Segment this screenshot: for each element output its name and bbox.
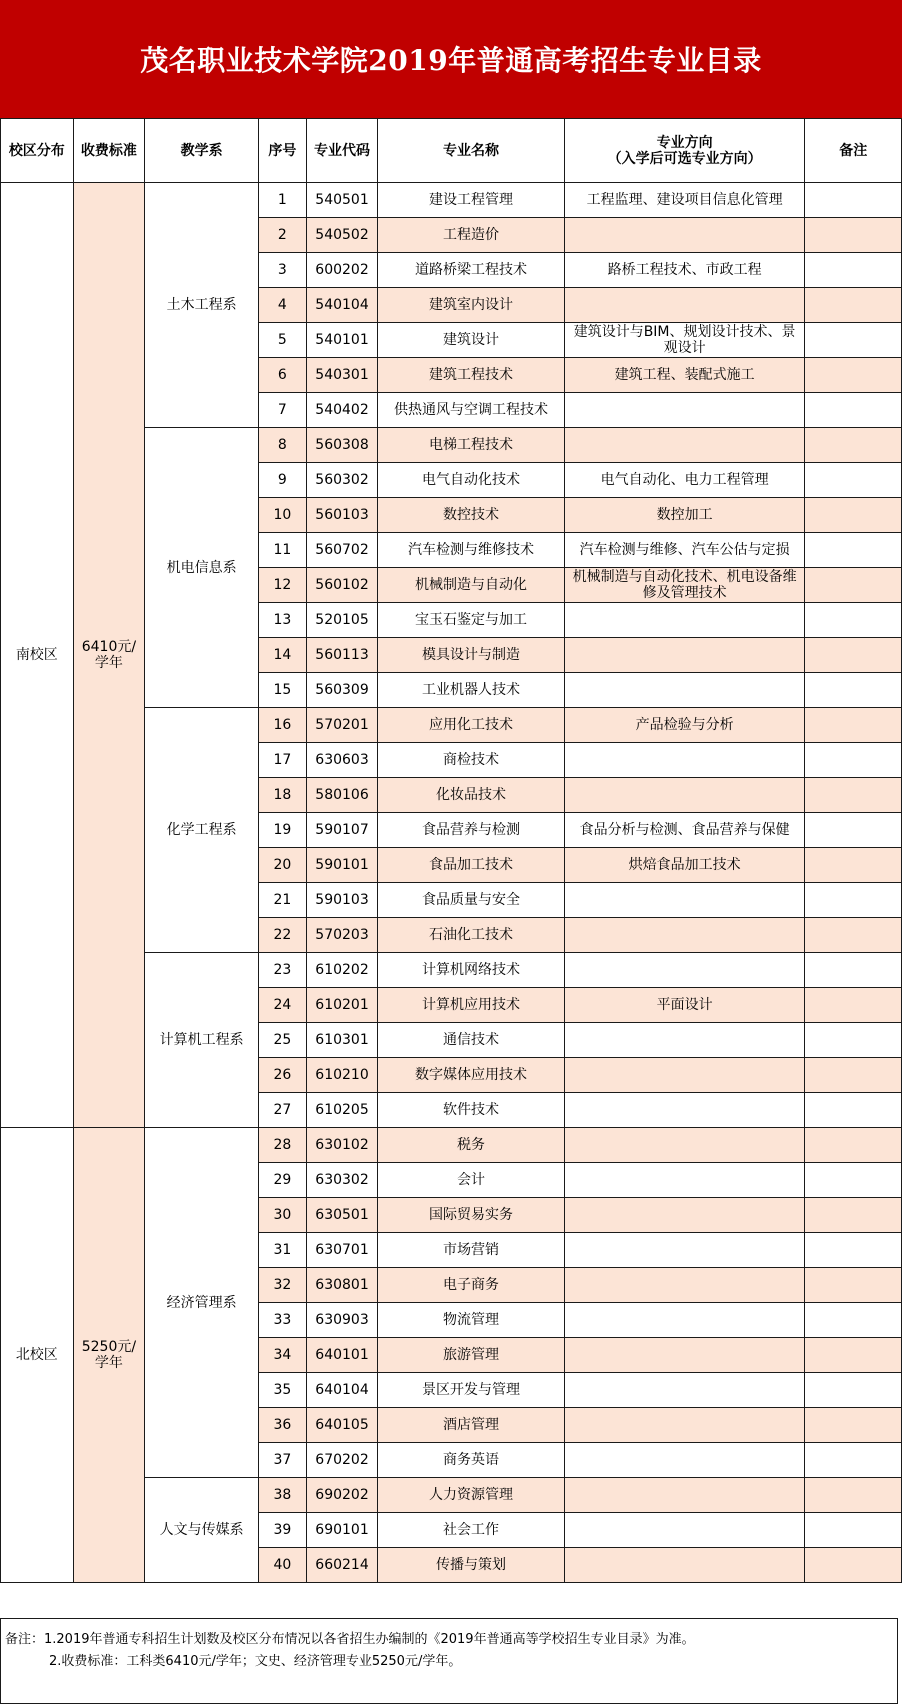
row-code: 670202 <box>306 1443 378 1478</box>
row-code: 560302 <box>306 463 378 498</box>
row-code: 560102 <box>306 568 378 603</box>
row-remark <box>805 498 902 533</box>
row-code: 570203 <box>306 918 378 953</box>
fee-line-1: 5250元/ <box>81 1339 137 1355</box>
fee-line-2: 学年 <box>94 1355 123 1371</box>
department-cell: 机电信息系 <box>145 428 259 708</box>
row-remark <box>805 393 902 428</box>
row-name: 模具设计与制造 <box>378 638 564 673</box>
row-direction <box>564 1268 805 1303</box>
row-no: 35 <box>259 1373 307 1408</box>
row-remark <box>805 638 902 673</box>
note-line-2: 2.收费标准：工科类6410元/学年；文史、经济管理专业5250元/学年。 <box>49 1654 462 1669</box>
row-no: 34 <box>259 1338 307 1373</box>
row-code: 640105 <box>306 1408 378 1443</box>
row-no: 25 <box>259 1023 307 1058</box>
row-remark <box>805 813 902 848</box>
row-no: 19 <box>259 813 307 848</box>
row-code: 630603 <box>306 743 378 778</box>
row-direction <box>564 743 805 778</box>
row-direction <box>564 288 805 323</box>
row-no: 10 <box>259 498 307 533</box>
row-no: 7 <box>259 393 307 428</box>
row-direction <box>564 1198 805 1233</box>
row-remark <box>805 1233 902 1268</box>
row-remark <box>805 1058 902 1093</box>
row-code: 630701 <box>306 1233 378 1268</box>
row-direction <box>564 1058 805 1093</box>
row-code: 540301 <box>306 358 378 393</box>
header-direction <box>564 119 805 183</box>
row-no: 30 <box>259 1198 307 1233</box>
row-code: 690202 <box>306 1478 378 1513</box>
row-remark <box>805 953 902 988</box>
row-name: 石油化工技术 <box>378 918 564 953</box>
row-name: 宝玉石鉴定与加工 <box>378 603 564 638</box>
row-remark <box>805 1373 902 1408</box>
row-code: 540502 <box>306 218 378 253</box>
row-name: 机械制造与自动化 <box>378 568 564 603</box>
row-direction: 建筑工程、装配式施工 <box>564 358 805 393</box>
row-remark <box>805 1408 902 1443</box>
row-name: 工程造价 <box>378 218 564 253</box>
row-direction: 机械制造与自动化技术、机电设备维修及管理技术 <box>564 568 805 603</box>
row-code: 520105 <box>306 603 378 638</box>
row-code: 570201 <box>306 708 378 743</box>
department-cell: 计算机工程系 <box>145 953 259 1128</box>
row-code: 580106 <box>306 778 378 813</box>
row-direction: 电气自动化、电力工程管理 <box>564 463 805 498</box>
row-remark <box>805 1478 902 1513</box>
row-remark <box>805 568 902 603</box>
row-no: 11 <box>259 533 307 568</box>
row-no: 36 <box>259 1408 307 1443</box>
row-code: 540104 <box>306 288 378 323</box>
row-no: 5 <box>259 323 307 358</box>
row-direction <box>564 1303 805 1338</box>
row-remark <box>805 1198 902 1233</box>
row-code: 560702 <box>306 533 378 568</box>
row-direction <box>564 1233 805 1268</box>
row-direction <box>564 883 805 918</box>
row-name: 汽车检测与维修技术 <box>378 533 564 568</box>
row-direction <box>564 778 805 813</box>
row-code: 610205 <box>306 1093 378 1128</box>
row-name: 社会工作 <box>378 1513 564 1548</box>
row-name: 商务英语 <box>378 1443 564 1478</box>
row-code: 630801 <box>306 1268 378 1303</box>
row-name: 建筑工程技术 <box>378 358 564 393</box>
row-remark <box>805 708 902 743</box>
row-code: 610210 <box>306 1058 378 1093</box>
row-remark <box>805 1128 902 1163</box>
row-direction <box>564 918 805 953</box>
row-no: 4 <box>259 288 307 323</box>
row-remark <box>805 1513 902 1548</box>
row-remark <box>805 918 902 953</box>
row-no: 14 <box>259 638 307 673</box>
row-name: 工业机器人技术 <box>378 673 564 708</box>
row-code: 640101 <box>306 1338 378 1373</box>
row-remark <box>805 183 902 218</box>
row-name: 电梯工程技术 <box>378 428 564 463</box>
row-code: 630102 <box>306 1128 378 1163</box>
row-remark <box>805 1268 902 1303</box>
header-fee: 收费标准 <box>73 119 145 183</box>
title-banner <box>0 0 902 118</box>
row-no: 17 <box>259 743 307 778</box>
row-name: 会计 <box>378 1163 564 1198</box>
campus-cell: 北校区 <box>1 1128 74 1583</box>
row-code: 590101 <box>306 848 378 883</box>
row-code: 590103 <box>306 883 378 918</box>
row-name: 计算机应用技术 <box>378 988 564 1023</box>
header-dept: 教学系 <box>145 119 259 183</box>
row-remark <box>805 673 902 708</box>
row-remark <box>805 218 902 253</box>
row-direction <box>564 1513 805 1548</box>
row-direction <box>564 1373 805 1408</box>
catalog-body <box>1 183 902 1583</box>
header-no: 序号 <box>259 119 307 183</box>
row-name: 食品营养与检测 <box>378 813 564 848</box>
row-no: 23 <box>259 953 307 988</box>
row-no: 18 <box>259 778 307 813</box>
row-no: 13 <box>259 603 307 638</box>
row-name: 景区开发与管理 <box>378 1373 564 1408</box>
row-code: 630302 <box>306 1163 378 1198</box>
row-no: 26 <box>259 1058 307 1093</box>
row-remark <box>805 323 902 358</box>
row-no: 1 <box>259 183 307 218</box>
row-name: 酒店管理 <box>378 1408 564 1443</box>
row-direction <box>564 1443 805 1478</box>
department-cell: 人文与传媒系 <box>145 1478 259 1583</box>
row-remark <box>805 988 902 1023</box>
row-remark <box>805 1548 902 1583</box>
row-remark <box>805 1023 902 1058</box>
row-no: 2 <box>259 218 307 253</box>
row-code: 540501 <box>306 183 378 218</box>
row-no: 16 <box>259 708 307 743</box>
row-direction: 工程监理、建设项目信息化管理 <box>564 183 805 218</box>
row-no: 40 <box>259 1548 307 1583</box>
row-direction: 烘焙食品加工技术 <box>564 848 805 883</box>
row-code: 560309 <box>306 673 378 708</box>
header-code: 专业代码 <box>306 119 378 183</box>
row-no: 29 <box>259 1163 307 1198</box>
row-remark <box>805 1093 902 1128</box>
row-no: 27 <box>259 1093 307 1128</box>
row-name: 国际贸易实务 <box>378 1198 564 1233</box>
row-direction <box>564 1338 805 1373</box>
row-name: 税务 <box>378 1128 564 1163</box>
department-cell: 化学工程系 <box>145 708 259 953</box>
row-name: 计算机网络技术 <box>378 953 564 988</box>
row-no: 38 <box>259 1478 307 1513</box>
row-name: 通信技术 <box>378 1023 564 1058</box>
row-remark <box>805 848 902 883</box>
row-direction: 数控加工 <box>564 498 805 533</box>
department-cell: 经济管理系 <box>145 1128 259 1478</box>
row-no: 9 <box>259 463 307 498</box>
row-no: 15 <box>259 673 307 708</box>
row-name: 道路桥梁工程技术 <box>378 253 564 288</box>
row-no: 22 <box>259 918 307 953</box>
row-no: 39 <box>259 1513 307 1548</box>
row-no: 32 <box>259 1268 307 1303</box>
row-name: 数字媒体应用技术 <box>378 1058 564 1093</box>
row-remark <box>805 1303 902 1338</box>
row-name: 建筑设计 <box>378 323 564 358</box>
row-no: 31 <box>259 1233 307 1268</box>
row-name: 食品加工技术 <box>378 848 564 883</box>
row-no: 37 <box>259 1443 307 1478</box>
row-code: 540101 <box>306 323 378 358</box>
table-row <box>1 1128 902 1163</box>
row-code: 690101 <box>306 1513 378 1548</box>
row-name: 商检技术 <box>378 743 564 778</box>
header-remark: 备注 <box>805 119 902 183</box>
header-direction-line1: 专业方向 <box>656 134 713 151</box>
row-remark <box>805 603 902 638</box>
row-direction <box>564 603 805 638</box>
row-direction <box>564 638 805 673</box>
row-code: 560103 <box>306 498 378 533</box>
row-no: 20 <box>259 848 307 883</box>
row-name: 建设工程管理 <box>378 183 564 218</box>
row-remark <box>805 288 902 323</box>
row-name: 食品质量与安全 <box>378 883 564 918</box>
row-remark <box>805 533 902 568</box>
row-direction <box>564 428 805 463</box>
row-code: 590107 <box>306 813 378 848</box>
fee-cell <box>73 1128 145 1583</box>
note-line-1: 备注：1.2019年普通专科招生计划数及校区分布情况以各省招生办编制的《2019年普通高等学校招生专业目录》为准。 <box>5 1632 695 1647</box>
row-remark <box>805 778 902 813</box>
row-no: 3 <box>259 253 307 288</box>
row-remark <box>805 463 902 498</box>
row-remark <box>805 1443 902 1478</box>
row-no: 33 <box>259 1303 307 1338</box>
row-direction <box>564 1093 805 1128</box>
row-code: 560113 <box>306 638 378 673</box>
department-cell: 土木工程系 <box>145 183 259 428</box>
row-no: 8 <box>259 428 307 463</box>
row-direction <box>564 218 805 253</box>
row-name: 旅游管理 <box>378 1338 564 1373</box>
row-direction <box>564 1478 805 1513</box>
row-no: 24 <box>259 988 307 1023</box>
row-direction <box>564 1023 805 1058</box>
row-name: 传播与策划 <box>378 1548 564 1583</box>
row-remark <box>805 1163 902 1198</box>
row-name: 人力资源管理 <box>378 1478 564 1513</box>
row-name: 市场营销 <box>378 1233 564 1268</box>
row-name: 物流管理 <box>378 1303 564 1338</box>
row-direction: 食品分析与检测、食品营养与保健 <box>564 813 805 848</box>
fee-line-1: 6410元/ <box>81 639 137 655</box>
campus-cell: 南校区 <box>1 183 74 1128</box>
row-code: 610201 <box>306 988 378 1023</box>
table-row <box>1 183 902 218</box>
row-remark <box>805 1338 902 1373</box>
row-code: 630501 <box>306 1198 378 1233</box>
row-code: 610202 <box>306 953 378 988</box>
row-direction <box>564 1128 805 1163</box>
row-code: 610301 <box>306 1023 378 1058</box>
header-row <box>1 119 902 183</box>
row-direction <box>564 1408 805 1443</box>
row-no: 6 <box>259 358 307 393</box>
row-remark <box>805 253 902 288</box>
page-title: 茂名职业技术学院2019年普通高考招生专业目录 <box>140 44 762 77</box>
fee-cell <box>73 183 145 1128</box>
row-direction: 汽车检测与维修、汽车公估与定损 <box>564 533 805 568</box>
row-name: 数控技术 <box>378 498 564 533</box>
row-direction: 产品检验与分析 <box>564 708 805 743</box>
row-direction <box>564 673 805 708</box>
row-code: 540402 <box>306 393 378 428</box>
row-remark <box>805 743 902 778</box>
row-direction <box>564 1163 805 1198</box>
row-direction <box>564 953 805 988</box>
row-code: 630903 <box>306 1303 378 1338</box>
catalog-table <box>0 118 902 1583</box>
row-no: 21 <box>259 883 307 918</box>
row-direction <box>564 393 805 428</box>
header-direction-line2: （入学后可选专业方向） <box>607 150 762 167</box>
row-remark <box>805 358 902 393</box>
row-code: 560308 <box>306 428 378 463</box>
row-name: 化妆品技术 <box>378 778 564 813</box>
row-code: 640104 <box>306 1373 378 1408</box>
notes-box <box>0 1618 898 1704</box>
row-name: 软件技术 <box>378 1093 564 1128</box>
row-direction: 路桥工程技术、市政工程 <box>564 253 805 288</box>
row-direction: 平面设计 <box>564 988 805 1023</box>
row-no: 28 <box>259 1128 307 1163</box>
fee-line-2: 学年 <box>94 655 123 671</box>
row-name: 建筑室内设计 <box>378 288 564 323</box>
row-remark <box>805 428 902 463</box>
row-code: 660214 <box>306 1548 378 1583</box>
header-campus: 校区分布 <box>1 119 74 183</box>
row-name: 电气自动化技术 <box>378 463 564 498</box>
row-name: 电子商务 <box>378 1268 564 1303</box>
header-name: 专业名称 <box>378 119 564 183</box>
row-direction: 建筑设计与BIM、规划设计技术、景观设计 <box>564 323 805 358</box>
row-name: 应用化工技术 <box>378 708 564 743</box>
row-name: 供热通风与空调工程技术 <box>378 393 564 428</box>
row-no: 12 <box>259 568 307 603</box>
row-code: 600202 <box>306 253 378 288</box>
row-remark <box>805 883 902 918</box>
row-direction <box>564 1548 805 1583</box>
